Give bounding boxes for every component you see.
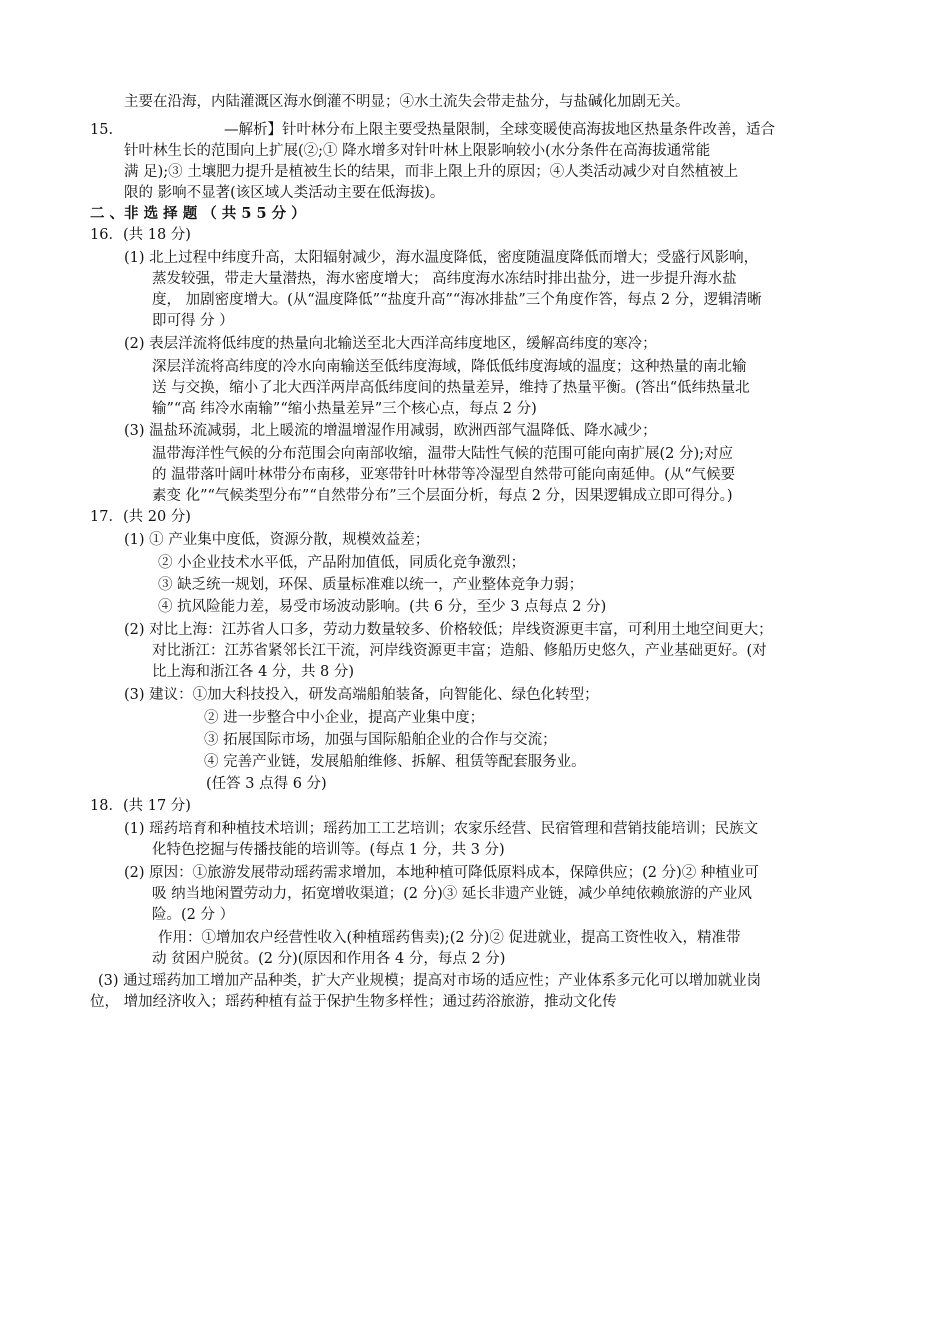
- text-line: (2) 表层洋流将低纬度的热量向北输送至北大西洋高纬度地区，缓解高纬度的寒冷；: [124, 336, 657, 352]
- text-line: 18．(共 17 分): [90, 798, 191, 814]
- text-line: 即可得 分 ）: [152, 313, 234, 329]
- text-line: (3) 通过瑶药加工增加产品种类，扩大产业规模；提高对市场的适应性；产业体系多元化可以增加就业岗: [98, 973, 762, 989]
- text-line: —解析】针叶林分布上限主要受热量限制，全球变暖使高海拔地区热量条件改善，适合: [224, 122, 775, 138]
- text-line: 满 足);③ 土壤肥力提升是植被生长的结果，而非上限上升的原因；④人类活动减少对自然植被上: [124, 164, 739, 180]
- text-line: ② 进一步整合中小企业，提高产业集中度；: [204, 710, 485, 726]
- text-line: ③ 拓展国际市场，加强与国际船舶企业的合作与交流；: [204, 732, 557, 748]
- text-line: 深层洋流将高纬度的冷水向南输送至低纬度海域，降低低纬度海域的温度；这种热量的南北输: [152, 359, 747, 375]
- text-line: 15.: [90, 122, 114, 138]
- text-line: (3) 建议：①加大科技投入，研发高端船舶装备，向智能化、绿色化转型；: [124, 687, 599, 703]
- section-heading: 二 、非 选 择 题 （ 共 5 5 分 ）: [90, 205, 306, 222]
- text-line: 蒸发较强，带走大量潜热，海水密度增大； 高纬度海水冻结时排出盐分，进一步提升海水盐: [152, 271, 737, 287]
- text-line: 吸 纳当地闲置劳动力，拓宽增收渠道；(2 分)③ 延长非遗产业链，减少单纯依赖旅游的产业风: [152, 886, 752, 902]
- text-line: (1) 北上过程中纬度升高，太阳辐射减少，海水温度降低，密度随温度降低而增大；受盛行风影响，: [124, 250, 759, 266]
- text-line: 比上海和浙江各 4 分，共 8 分): [152, 664, 355, 680]
- text-line: (2) 对比上海：江苏省人口多，劳动力数量较多、价格较低；岸线资源更丰富，可利用土地空间更大；: [124, 622, 773, 638]
- text-line: 17．(共 20 分): [90, 509, 191, 525]
- text-line: 限的 影响不显著(该区域人类活动主要在低海拔)。: [124, 185, 445, 201]
- text-line: 动 贫困户脱贫。(2 分)(原因和作用各 4 分，每点 2 分): [152, 951, 506, 967]
- text-line: 素变 化”“气候类型分布”“自然带分布”三个层面分析，每点 2 分，因果逻辑成立即可得分。): [152, 488, 733, 504]
- text-line: 主要在沿海，内陆灌溉区海水倒灌不明显；④水土流失会带走盐分，与盐碱化加剧无关。: [124, 94, 690, 110]
- text-line: 对比浙江：江苏省紧邻长江干流，河岸线资源更丰富；造船、修船历史悠久，产业基础更好。(对: [152, 643, 767, 659]
- text-line: (任答 3 点得 6 分): [206, 776, 327, 792]
- text-line: 险。(2 分 ）: [152, 907, 235, 923]
- text-line: (2) 原因：①旅游发展带动瑶药需求增加，本地种植可降低原料成本，保障供应；(2 分)② 种植业可: [124, 865, 759, 881]
- text-line: 16．(共 18 分): [90, 227, 191, 243]
- text-line: 针叶林生长的范围向上扩展(②;① 降水增多对针叶林上限影响较小(水分条件在高海拔通常能: [124, 143, 711, 159]
- text-line: 输”“高 纬冷水南输”“缩小热量差异”三个核心点，每点 2 分): [152, 401, 537, 417]
- text-line: ④ 抗风险能力差，易受市场波动影响。(共 6 分，至少 3 点每点 2 分): [158, 599, 607, 615]
- text-line: 的 温带落叶阔叶林带分布南移，亚寒带针叶林带等冷湿型自然带可能向南延伸。(从“气候要: [152, 467, 736, 483]
- text-line: 化特色挖掘与传播技能的培训等。(每点 1 分，共 3 分): [152, 842, 505, 858]
- text-line: ④ 完善产业链，发展船舶维修、拆解、租赁等配套服务业。: [204, 754, 586, 770]
- text-line: 度， 加剧密度增大。(从“温度降低”“盐度升高”“海冰排盐”三个角度作答，每点 2 分，逻辑清晰: [152, 292, 762, 308]
- text-line: 温带海洋性气候的分布范围会向南部收缩，温带大陆性气候的范围可能向南扩展(2 分);对应: [152, 446, 734, 462]
- text-line: ③ 缺乏统一规划，环保、质量标准难以统一，产业整体竞争力弱；: [158, 577, 584, 593]
- text-line: (1) 瑶药培育和种植技术培训；瑶药加工工艺培训；农家乐经营、民宿管理和营销技能培训；民族文: [124, 821, 759, 837]
- text-line: 作用：①增加农户经营性收入(种植瑶药售卖);(2 分)② 促进就业，提高工资性收入，精准带: [158, 930, 741, 946]
- text-line: (1) ① 产业集中度低，资源分散，规模效益差；: [124, 532, 430, 548]
- text-line: (3) 温盐环流减弱，北上暖流的增温增湿作用减弱，欧洲西部气温降低、降水减少；: [124, 423, 657, 439]
- text-line: ② 小企业技术水平低，产品附加值低，同质化竞争激烈；: [158, 555, 526, 571]
- text-line: 位， 增加经济收入；瑶药种植有益于保护生物多样性；通过药浴旅游，推动文化传: [90, 994, 617, 1010]
- text-line: 送 与交换，缩小了北大西洋两岸高低纬度间的热量差异，维持了热量平衡。(答出“低纬热量北: [152, 380, 750, 396]
